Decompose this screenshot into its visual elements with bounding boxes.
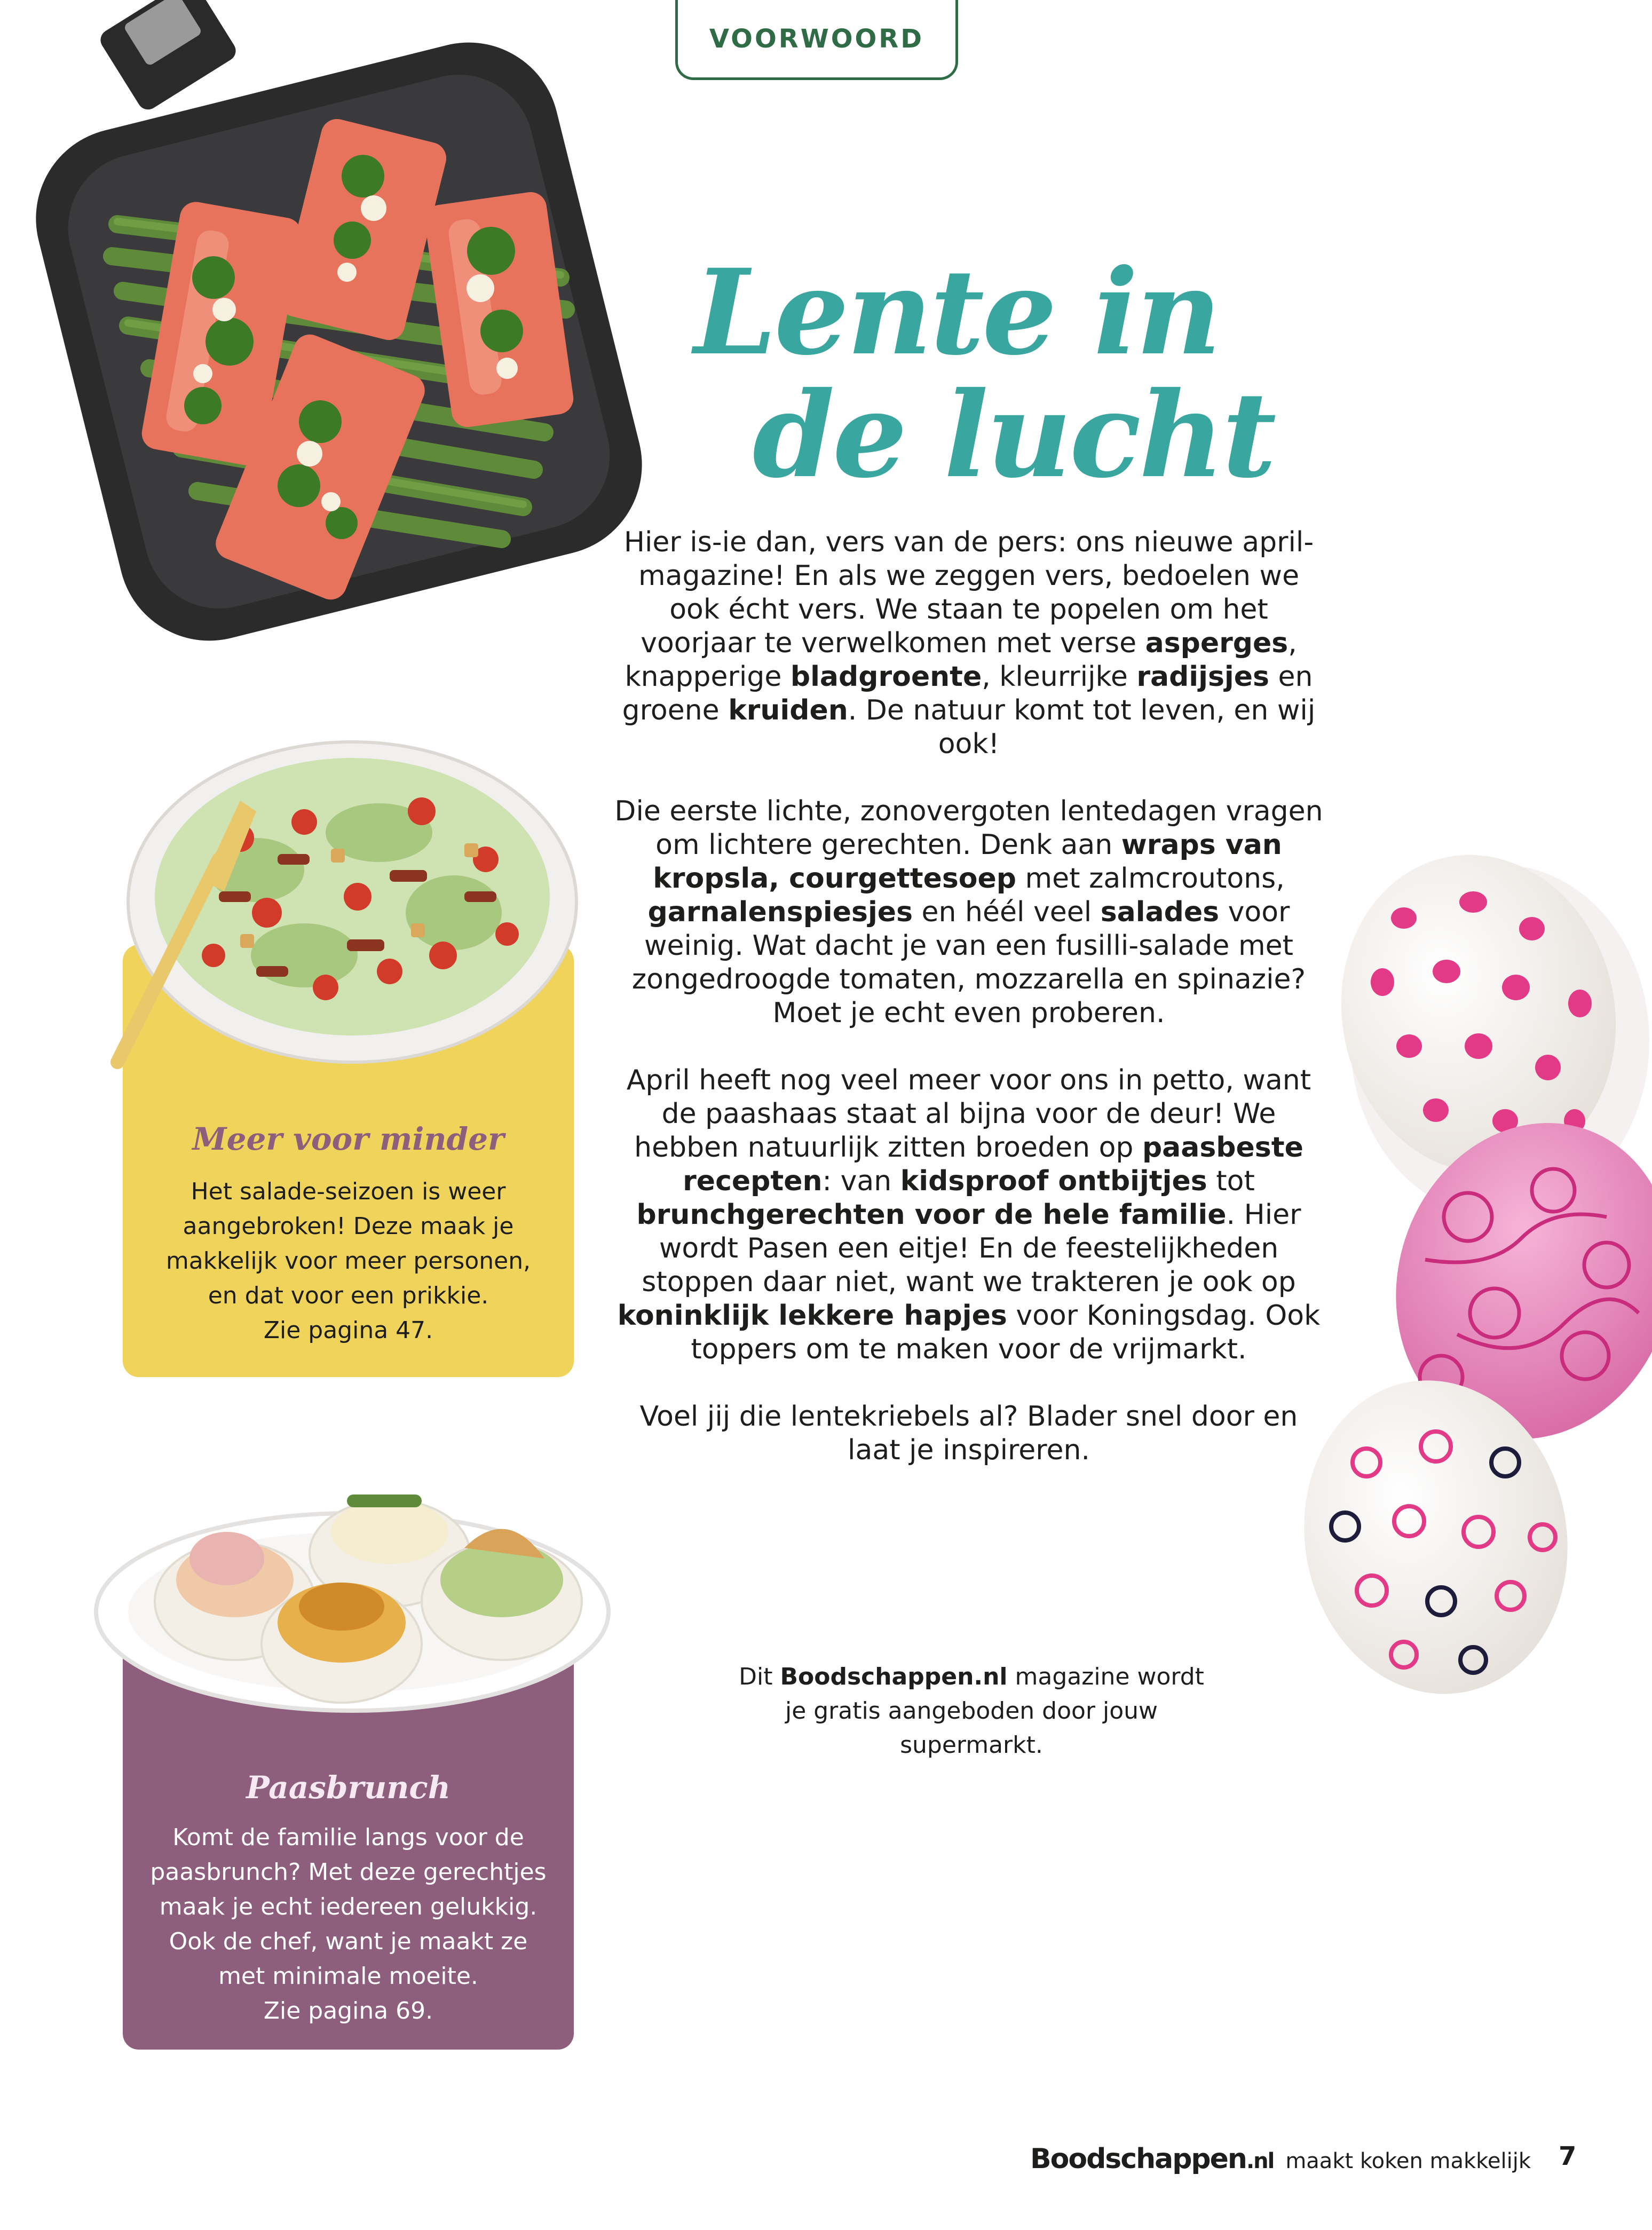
intro-run: voor weinig. Wat dacht je van een fusilli-salade met zongedroogde tomaten, mozzarella en spinazie? Moet je echt even proberen. xyxy=(631,896,1306,1029)
brunch-card-line: paasbrunch? Met deze gerechtjes xyxy=(150,1859,547,1886)
salad-card-line: makkelijk voor meer personen, xyxy=(165,1247,531,1275)
easter-eggs-image xyxy=(1265,843,1652,1777)
salad-bowl-image xyxy=(80,721,614,1094)
section-label: VOORWOORD xyxy=(709,23,924,54)
brunch-card-line: Komt de familie langs voor de xyxy=(172,1824,524,1851)
salad-card-text xyxy=(144,1174,552,1348)
deviled-eggs-image xyxy=(91,1441,614,1719)
brunch-card-line: Zie pagina 69. xyxy=(263,1997,433,2025)
intro-highlight: garnalenspiesjes xyxy=(647,896,913,928)
salad-card-line: en dat voor een prikkie. xyxy=(208,1282,489,1309)
distribution-note xyxy=(737,1660,1206,1762)
intro-highlight: bladgroente xyxy=(790,661,982,693)
intro-highlight: asperges xyxy=(1145,627,1289,659)
brunch-card-line: met minimale moeite. xyxy=(218,1963,478,1990)
salad-card-line: aangebroken! Deze maak je xyxy=(183,1213,514,1240)
intro-run: voor Koningsdag. Ook toppers om te maken voor de vrijmarkt. xyxy=(691,1300,1321,1365)
intro-run: en héél veel xyxy=(913,896,1101,928)
intro-run: tot xyxy=(1207,1165,1255,1197)
intro-highlight: kruiden xyxy=(728,694,848,726)
intro-text xyxy=(614,526,1324,1501)
note-brand: Boodschappen.nl xyxy=(780,1663,1008,1690)
intro-run: . De natuur komt tot leven, en wij ook! xyxy=(848,694,1316,760)
intro-paragraph xyxy=(614,795,1324,1030)
page-title xyxy=(694,243,1275,504)
intro-paragraph xyxy=(614,1400,1324,1467)
note-post: magazine wordt je gratis aangeboden door jouw supermarkt. xyxy=(785,1663,1204,1759)
intro-highlight: radijsjes xyxy=(1136,661,1269,693)
intro-highlight: paasbeste recepten xyxy=(683,1132,1303,1197)
brunch-card-title: Paasbrunch xyxy=(246,1769,450,1806)
note-pre: Dit xyxy=(739,1663,780,1690)
salmon-asparagus-image xyxy=(21,0,667,662)
brand-name: Boodschappen xyxy=(1030,2143,1246,2175)
brunch-card-line: Ook de chef, want je maakt ze xyxy=(169,1928,528,1955)
intro-run: en groene xyxy=(622,661,1313,726)
intro-run: Die eerste lichte, zonovergoten lentedagen vragen om lichtere gerechten. Denk aan xyxy=(614,795,1323,861)
salad-card-title: Meer voor minder xyxy=(192,1121,504,1157)
intro-highlight: wraps van kropsla, courgettesoep xyxy=(653,829,1282,895)
brunch-card-line: maak je echt iedereen gelukkig. xyxy=(159,1893,538,1920)
footer xyxy=(1030,2143,1531,2186)
intro-highlight: salades xyxy=(1100,896,1220,928)
intro-highlight: koninklijk lekkere hapjes xyxy=(617,1300,1007,1332)
brand-logo xyxy=(1030,2143,1274,2175)
intro-run: April heeft nog veel meer voor ons in petto, want de paashaas staat al bijna voor de deur! We hebben natuurlijk zitten broeden op xyxy=(626,1064,1311,1164)
section-tab xyxy=(675,0,958,80)
intro-run: Hier is-ie dan, vers van de pers: ons nieuwe april-magazine! En als we zeggen vers, bedoelen we ook écht vers. We staan te popelen om het voorjaar te verwelkomen met verse xyxy=(623,526,1314,659)
intro-highlight: brunchgerechten voor de hele familie xyxy=(636,1199,1227,1231)
intro-highlight: kidsproof ontbijtjes xyxy=(900,1165,1207,1197)
intro-run: , kleurrijke xyxy=(982,661,1137,693)
intro-run: , knapperige xyxy=(625,627,1297,693)
title-line-1: Lente in xyxy=(694,243,1220,381)
intro-run: Voel jij die lentekriebels al? Blader snel door en laat je inspireren. xyxy=(639,1401,1298,1466)
intro-run: . Hier wordt Pasen een eitje! En de feestelijkheden stoppen daar niet, want we trakteren je ook op xyxy=(642,1199,1301,1298)
salad-card-line: Zie pagina 47. xyxy=(263,1317,433,1344)
intro-run: met zalmcroutons, xyxy=(1016,863,1285,895)
title-line-2: de lucht xyxy=(753,366,1275,504)
intro-paragraph xyxy=(614,526,1324,761)
brand-tagline: maakt koken makkelijk xyxy=(1285,2149,1531,2173)
salad-card-line: Het salade-seizoen is weer xyxy=(191,1178,506,1205)
intro-run: : van xyxy=(822,1165,900,1197)
brunch-card-text xyxy=(144,1820,552,2028)
page-number: 7 xyxy=(1559,2141,1577,2171)
brand-suffix: .nl xyxy=(1246,2149,1274,2173)
intro-paragraph xyxy=(614,1064,1324,1366)
